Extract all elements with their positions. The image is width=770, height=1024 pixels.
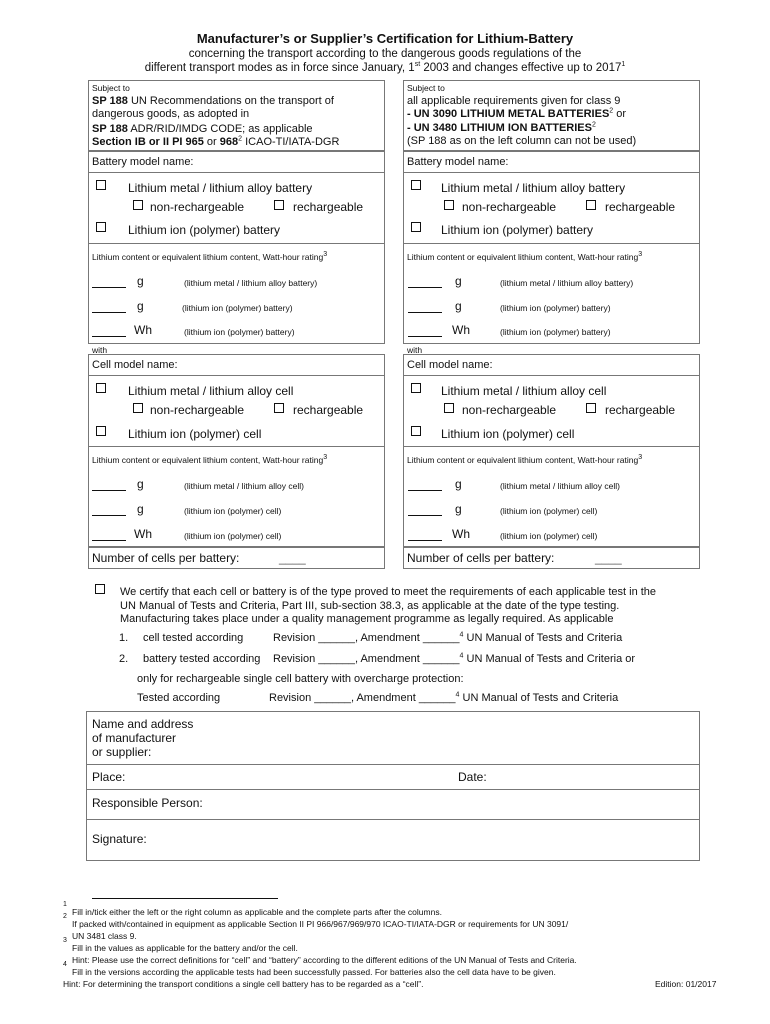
right-battery-ion-g-value-field[interactable]	[408, 301, 442, 313]
certify-item-2-revision: Revision ______, Amendment ______$^4$ UN Manual of Tests and Criteria or	[273, 652, 636, 665]
certify-item-3-revision: Revision ______, Amendment ______$^4$ UN Manual of Tests and Criteria	[269, 691, 619, 704]
left-battery-box	[88, 151, 385, 344]
edition-label: Edition: 01/2017	[655, 979, 717, 989]
left-cells-per-battery-field[interactable]: ____	[279, 551, 306, 565]
certify-line-2: UN Manual of Tests and Criteria, Part III, sub-section 38.3, as applicable at the date of the type testing.	[120, 600, 620, 612]
left-lithium-ion-cell-checkbox[interactable]	[96, 426, 106, 436]
right-subject-line-4: (SP 188 as on the left column can not be used)	[407, 135, 637, 147]
divider	[88, 446, 385, 447]
certify-item-1-number: 1.	[119, 632, 129, 644]
left-battery-non-rechargeable-label: non-rechargeable	[150, 200, 245, 214]
signature-label: Signature:	[92, 832, 147, 846]
right-cell-model-label: Cell model name:	[407, 359, 493, 371]
right-lithium-metal-battery-label: Lithium metal / lithium alloy battery	[441, 181, 626, 195]
right-cell-non-rechargeable-checkbox[interactable]	[444, 403, 454, 413]
left-cell-non-rechargeable-label: non-rechargeable	[150, 403, 245, 417]
right-cell-content-header: Lithium content or equivalent lithium content, Watt-hour rating$^3$	[407, 454, 643, 465]
right-battery-row-1-desc: (lithium metal / lithium alloy battery)	[500, 278, 634, 288]
right-battery-non-rechargeable-label: non-rechargeable	[462, 200, 557, 214]
right-cell-row-3-desc: (lithium ion (polymer) cell)	[500, 531, 598, 541]
footnote-hint-2: Hint: For determining the transport conditions a single cell battery has to be regarded as a “cell”.	[63, 979, 424, 989]
footnote-4-text: Fill in the versions according the applicable tests had been successfully passed. For batteries also the cell data have to be given.	[72, 967, 556, 977]
date-label: Date:	[458, 770, 487, 784]
footnote-hint-1: Hint: Please use the correct definitions for “cell” and “battery” according to the different editions of the UN Manual of Tests and Criteria.	[72, 955, 577, 965]
left-subject-line-3: SP 188 ADR/RID/IMDG CODE; as applicable	[92, 123, 313, 135]
left-battery-row-3-desc: (lithium ion (polymer) battery)	[184, 327, 295, 337]
right-lithium-ion-battery-label: Lithium ion (polymer) battery	[441, 223, 594, 237]
right-subject-line-2: - UN 3090 LITHIUM METAL BATTERIES$^2$ or	[407, 107, 627, 120]
right-with-label: with	[407, 345, 423, 355]
left-cell-metal-value-field[interactable]	[92, 479, 126, 491]
name-address-label-1: Name and address	[92, 717, 194, 731]
certify-item-2-number: 2.	[119, 653, 129, 665]
left-subject-line-1: SP 188 UN Recommendations on the transport of	[92, 95, 334, 107]
left-battery-content-header: Lithium content or equivalent lithium content, Watt-hour rating$^3$	[92, 251, 328, 262]
divider	[403, 375, 700, 376]
left-cell-content-header: Lithium content or equivalent lithium content, Watt-hour rating$^3$	[92, 454, 328, 465]
right-battery-row-2-desc: (lithium ion (polymer) battery)	[500, 303, 611, 313]
left-cell-row-2-desc: (lithium ion (polymer) cell)	[184, 506, 282, 516]
right-cell-box	[403, 354, 700, 547]
left-cell-ion-wh-value-field[interactable]	[92, 529, 126, 541]
right-battery-rechargeable-checkbox[interactable]	[586, 200, 596, 210]
name-address-label-3: or supplier:	[92, 745, 152, 759]
right-cells-per-battery-field[interactable]: ____	[595, 551, 622, 565]
left-battery-model-label: Battery model name:	[92, 156, 194, 168]
left-battery-ion-wh-value-field[interactable]	[92, 325, 126, 337]
right-cell-metal-value-field[interactable]	[408, 479, 442, 491]
left-cell-ion-g-value-field[interactable]	[92, 504, 126, 516]
certify-line-3: Manufacturing takes place under a quality management programme as legally required. As applicable	[120, 613, 614, 625]
footnote-4-number: 4	[63, 961, 67, 968]
unit-g: g	[137, 502, 144, 516]
certify-item-3-label: Tested according	[137, 692, 221, 704]
left-cell-box	[88, 354, 385, 547]
left-lithium-ion-cell-label: Lithium ion (polymer) cell	[128, 427, 262, 441]
unit-wh: Wh	[134, 527, 152, 541]
left-lithium-metal-cell-label: Lithium metal / lithium alloy cell	[128, 384, 294, 398]
divider	[403, 172, 700, 173]
certify-item-1-revision: Revision ______, Amendment ______$^4$ UN Manual of Tests and Criteria	[273, 631, 623, 644]
left-cells-per-battery-label: Number of cells per battery:	[92, 551, 240, 565]
unit-g: g	[455, 477, 462, 491]
place-label: Place:	[92, 770, 126, 784]
right-cell-non-rechargeable-label: non-rechargeable	[462, 403, 557, 417]
unit-g: g	[455, 502, 462, 516]
right-lithium-ion-battery-checkbox[interactable]	[411, 222, 421, 232]
right-battery-model-label: Battery model name:	[407, 156, 509, 168]
right-battery-content-header: Lithium content or equivalent lithium content, Watt-hour rating$^3$	[407, 251, 643, 262]
unit-wh: Wh	[452, 323, 470, 337]
footnote-1-number: 1	[63, 901, 67, 908]
page-title: Manufacturer’s or Supplier’s Certification for Lithium-Battery	[196, 31, 574, 46]
subtitle-line-2: different transport modes as in force since January, 1st 2003 and changes effective up to 2017$^1$	[144, 61, 626, 74]
right-cell-rechargeable-checkbox[interactable]	[586, 403, 596, 413]
left-cell-row-1-desc: (lithium metal / lithium alloy cell)	[184, 481, 304, 491]
divider	[88, 243, 385, 244]
divider	[86, 764, 700, 765]
right-lithium-metal-battery-checkbox[interactable]	[411, 180, 421, 190]
right-subject-line-1: all applicable requirements given for class 9	[407, 95, 621, 107]
divider	[403, 243, 700, 244]
left-lithium-metal-battery-label: Lithium metal / lithium alloy battery	[128, 181, 313, 195]
unit-g: g	[455, 274, 462, 288]
footnote-3-number: 3	[63, 937, 67, 944]
right-battery-metal-value-field[interactable]	[408, 276, 442, 288]
right-cell-rechargeable-label: rechargeable	[605, 403, 676, 417]
footnote-2-text-a: If packed with/contained in equipment as applicable Section II PI 966/967/969/970 ICAO-TI/IATA-DGR or requirements for UN 3091/	[72, 919, 569, 929]
unit-g: g	[137, 299, 144, 313]
left-with-label: with	[92, 345, 108, 355]
left-cell-rechargeable-checkbox[interactable]	[274, 403, 284, 413]
left-cell-rechargeable-label: rechargeable	[293, 403, 364, 417]
right-cell-row-2-desc: (lithium ion (polymer) cell)	[500, 506, 598, 516]
left-cell-non-rechargeable-checkbox[interactable]	[133, 403, 143, 413]
certify-overcharge-line: only for rechargeable single cell battery with overcharge protection:	[137, 673, 464, 685]
right-battery-box	[403, 151, 700, 344]
unit-wh: Wh	[452, 527, 470, 541]
left-lithium-ion-battery-checkbox[interactable]	[96, 222, 106, 232]
left-battery-non-rechargeable-checkbox[interactable]	[133, 200, 143, 210]
certify-line-1: We certify that each cell or battery is of the type proved to meet the requirements of each applicable test in the	[120, 586, 657, 598]
right-battery-rechargeable-label: rechargeable	[605, 200, 676, 214]
name-address-label-2: of manufacturer	[92, 731, 177, 745]
right-battery-non-rechargeable-checkbox[interactable]	[444, 200, 454, 210]
certify-item-1-label: cell tested according	[143, 632, 244, 644]
subtitle-line-1: concerning the transport according to the dangerous goods regulations of the	[188, 48, 582, 60]
left-cell-model-label: Cell model name:	[92, 359, 178, 371]
left-subject-line-2: dangerous goods, as adopted in	[92, 108, 250, 120]
left-lithium-metal-battery-checkbox[interactable]	[96, 180, 106, 190]
unit-wh: Wh	[134, 323, 152, 337]
certify-item-2-label: battery tested according	[143, 653, 261, 665]
left-subject-line-4: Section IB or II PI 965 or $968^2$ ICAO-TI/IATA-DGR	[92, 135, 340, 148]
right-cell-ion-g-value-field[interactable]	[408, 504, 442, 516]
left-battery-rechargeable-checkbox[interactable]	[274, 200, 284, 210]
left-battery-rechargeable-label: rechargeable	[293, 200, 364, 214]
responsible-person-label: Responsible Person:	[92, 796, 203, 810]
footnote-1-text: Fill in/tick either the left or the right column as applicable and the complete parts after the columns.	[72, 907, 442, 917]
right-lithium-metal-cell-checkbox[interactable]	[411, 383, 421, 393]
left-cell-row-3-desc: (lithium ion (polymer) cell)	[184, 531, 282, 541]
left-lithium-ion-battery-label: Lithium ion (polymer) battery	[128, 223, 281, 237]
right-battery-row-3-desc: (lithium ion (polymer) battery)	[500, 327, 611, 337]
left-battery-metal-value-field[interactable]	[92, 276, 126, 288]
unit-g: g	[137, 274, 144, 288]
footnote-2-text-b: UN 3481 class 9.	[72, 931, 137, 941]
footnote-3-text: Fill in the values as applicable for the battery and/or the cell.	[72, 943, 298, 953]
right-subject-label: Subject to	[407, 83, 445, 93]
unit-g: g	[455, 299, 462, 313]
footnote-separator	[92, 898, 278, 899]
footnote-2-number: 2	[63, 913, 67, 920]
right-subject-line-3: - UN 3480 LITHIUM ION BATTERIES$^2$	[407, 121, 596, 134]
left-lithium-metal-cell-checkbox[interactable]	[96, 383, 106, 393]
divider	[86, 819, 700, 820]
right-lithium-ion-cell-checkbox[interactable]	[411, 426, 421, 436]
right-cells-per-battery-label: Number of cells per battery:	[407, 551, 555, 565]
right-battery-ion-wh-value-field[interactable]	[408, 325, 442, 337]
manufacturer-form-box	[86, 711, 700, 861]
divider	[88, 375, 385, 376]
unit-g: g	[137, 477, 144, 491]
left-battery-row-2-desc: (lithium ion (polymer) battery)	[182, 303, 293, 313]
right-cell-row-1-desc: (lithium metal / lithium alloy cell)	[500, 481, 620, 491]
divider	[88, 172, 385, 173]
right-cell-ion-wh-value-field[interactable]	[408, 529, 442, 541]
divider	[403, 446, 700, 447]
right-lithium-ion-cell-label: Lithium ion (polymer) cell	[441, 427, 575, 441]
left-battery-row-1-desc: (lithium metal / lithium alloy battery)	[184, 278, 318, 288]
divider	[86, 789, 700, 790]
left-subject-label: Subject to	[92, 83, 130, 93]
right-lithium-metal-cell-label: Lithium metal / lithium alloy cell	[441, 384, 607, 398]
certify-checkbox[interactable]	[95, 584, 105, 594]
left-battery-ion-g-value-field[interactable]	[92, 301, 126, 313]
